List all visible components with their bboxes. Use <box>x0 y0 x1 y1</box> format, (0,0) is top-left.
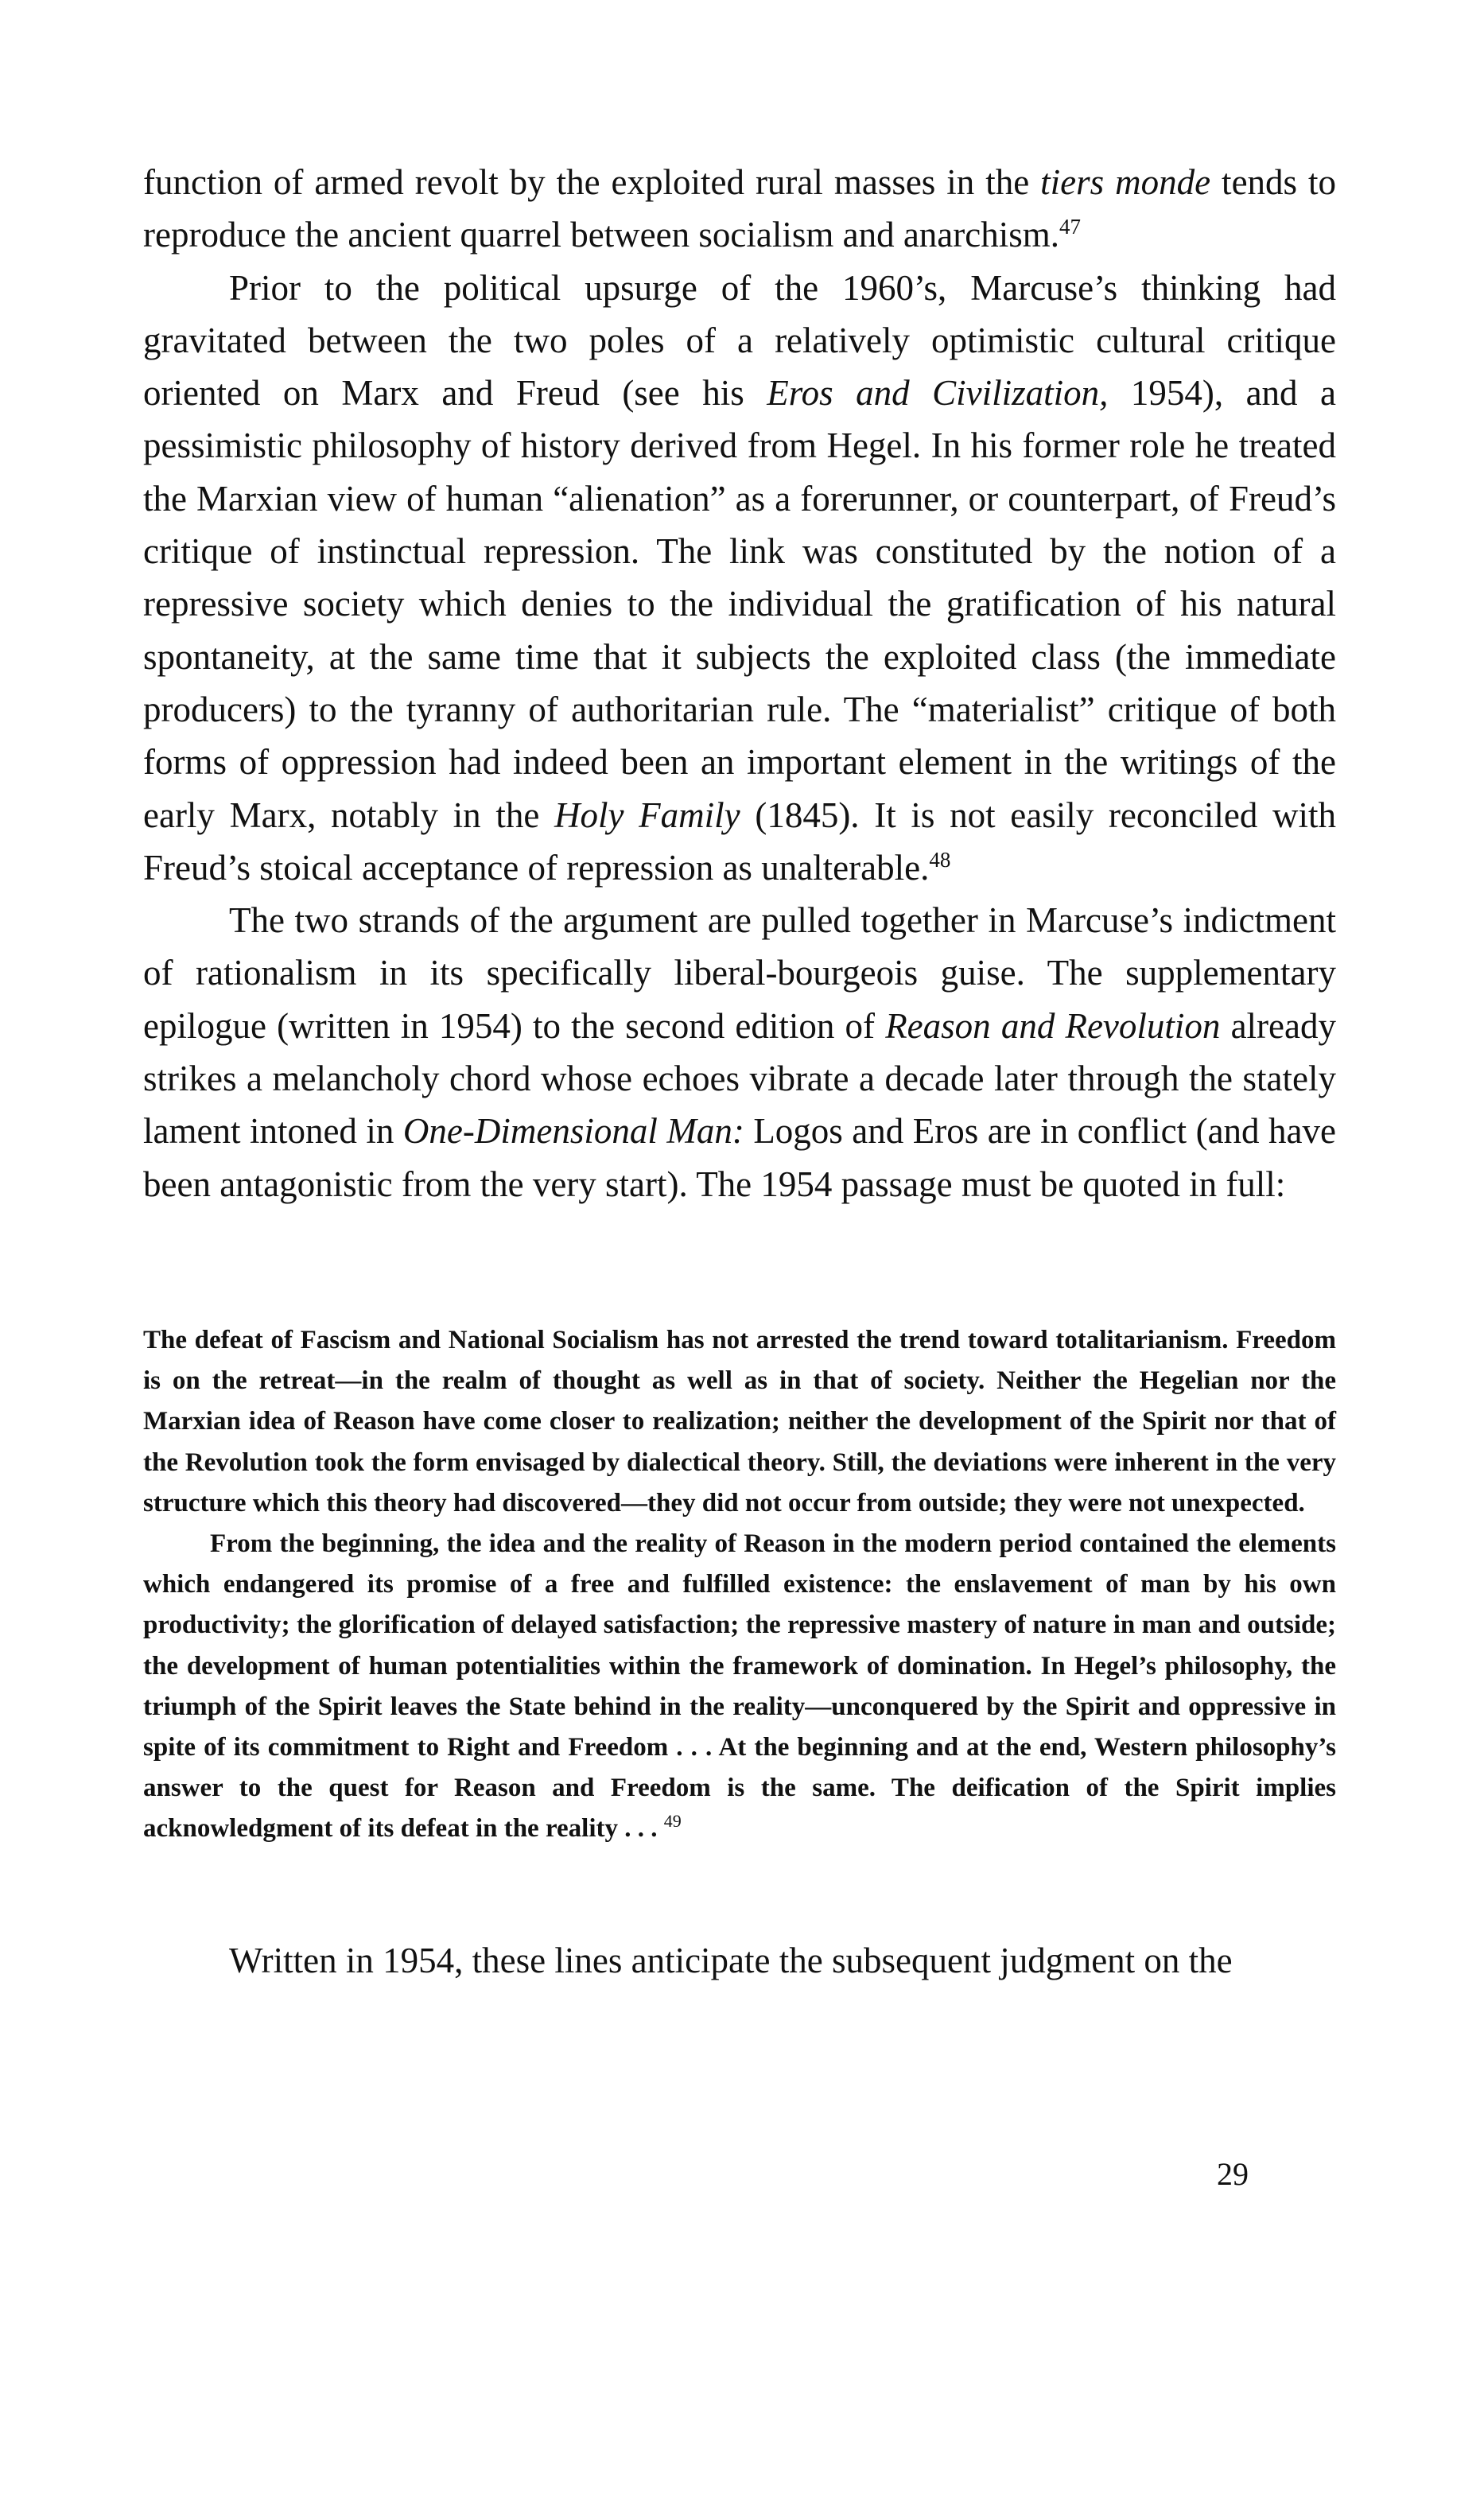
block-quote-paragraph-2: From the beginning, the idea and the reality of Reason in the modern period contained the elements which endangered its promise of a free and fulfilled existence: the enslavement of man by his own productivity; the glorification of delayed satisfaction; the repressive mastery of nature in man and outside; the development of human potentialities within the framework of domination. In Hegel’s philosophy, the triumph of the Spirit leaves the State behind in the reality—unconquered by the Spirit and oppressive in spite of its commitment to Right and Freedom . . . At the beginning and at the end, Western philosophy’s answer to the quest for Reason and Freedom is the same. The deification of the Spirit implies acknowledgment of its defeat in the reality . . . $^{49}$ <box>143 1529 1336 1844</box>
block-quote-paragraph-1: The defeat of Fascism and National Socialism has not arrested the trend toward totalitarianism. Freedom is on the retreat—in the realm of thought as well as in that of society. Neither the Hegelian nor the Marxian idea of Reason have come closer to realization; neither the development of the Spirit nor that of the Revolution took the form envisaged by dialectical theory. Still, the deviations were inherent in the very structure which this theory had discovered—they did not occur from outside; they were not unexpected. <box>143 1326 1336 1517</box>
paragraph-marcuse-thinking: Prior to the political upsurge of the 1960’s, Marcuse’s thinking had gravitated between the two poles of a relatively optimistic cultural critique oriented on Marx and Freud (see his Eros and Civilization, 1954), and a pessimistic philosophy of history derived from Hegel. In his former role he treated the Marxian view of human “alienation” as a forerunner, or counterpart, of Freud’s critique of instinctual repression. The link was constituted by the notion of a repressive society which denies to the individual the gratification of his natural spontaneity, at the same time that it subjects the exploited class (the immediate producers) to the tyranny of authoritarian rule. The “materialist” critique of both forms of oppression had indeed been an important element in the writings of the early Marx, notably in the Holy Family (1845). It is not easily reconciled with Freud’s stoical acceptance of repression as unalterable.$^{48}$ <box>143 267 1337 888</box>
main-text-bottom <box>143 1934 1336 1987</box>
footnote-ref-47: 47 <box>1059 215 1082 239</box>
footnote-ref-49: 49 <box>663 1811 682 1832</box>
opening-paragraph: function of armed revolt by the exploited rural masses in the tiers monde tends to reproduce the ancient quarrel between socialism and anarchism.$^{47}$ <box>143 162 1337 255</box>
page-number: 29 <box>1217 2156 1249 2192</box>
main-text-top <box>143 156 1336 1210</box>
closing-line: Written in 1954, these lines anticipate the subsequent judgment on the <box>229 1941 1233 1980</box>
block-quote <box>143 1320 1336 1850</box>
footnote-ref-48: 48 <box>929 847 951 872</box>
paragraph-two-strands: The two strands of the argument are pulled together in Marcuse’s indictment of rationalism in its specifically liberal-bourgeois guise. The supplementary epilogue (written in 1954) to the second edition of Reason and Revolution already strikes a melancholy chord whose echoes vibrate a decade later through the stately lament intoned in One-Dimensional Man: Logos and Eros are in conflict (and have been antagonistic from the very start). The 1954 passage must be quoted in full: <box>143 900 1336 1204</box>
